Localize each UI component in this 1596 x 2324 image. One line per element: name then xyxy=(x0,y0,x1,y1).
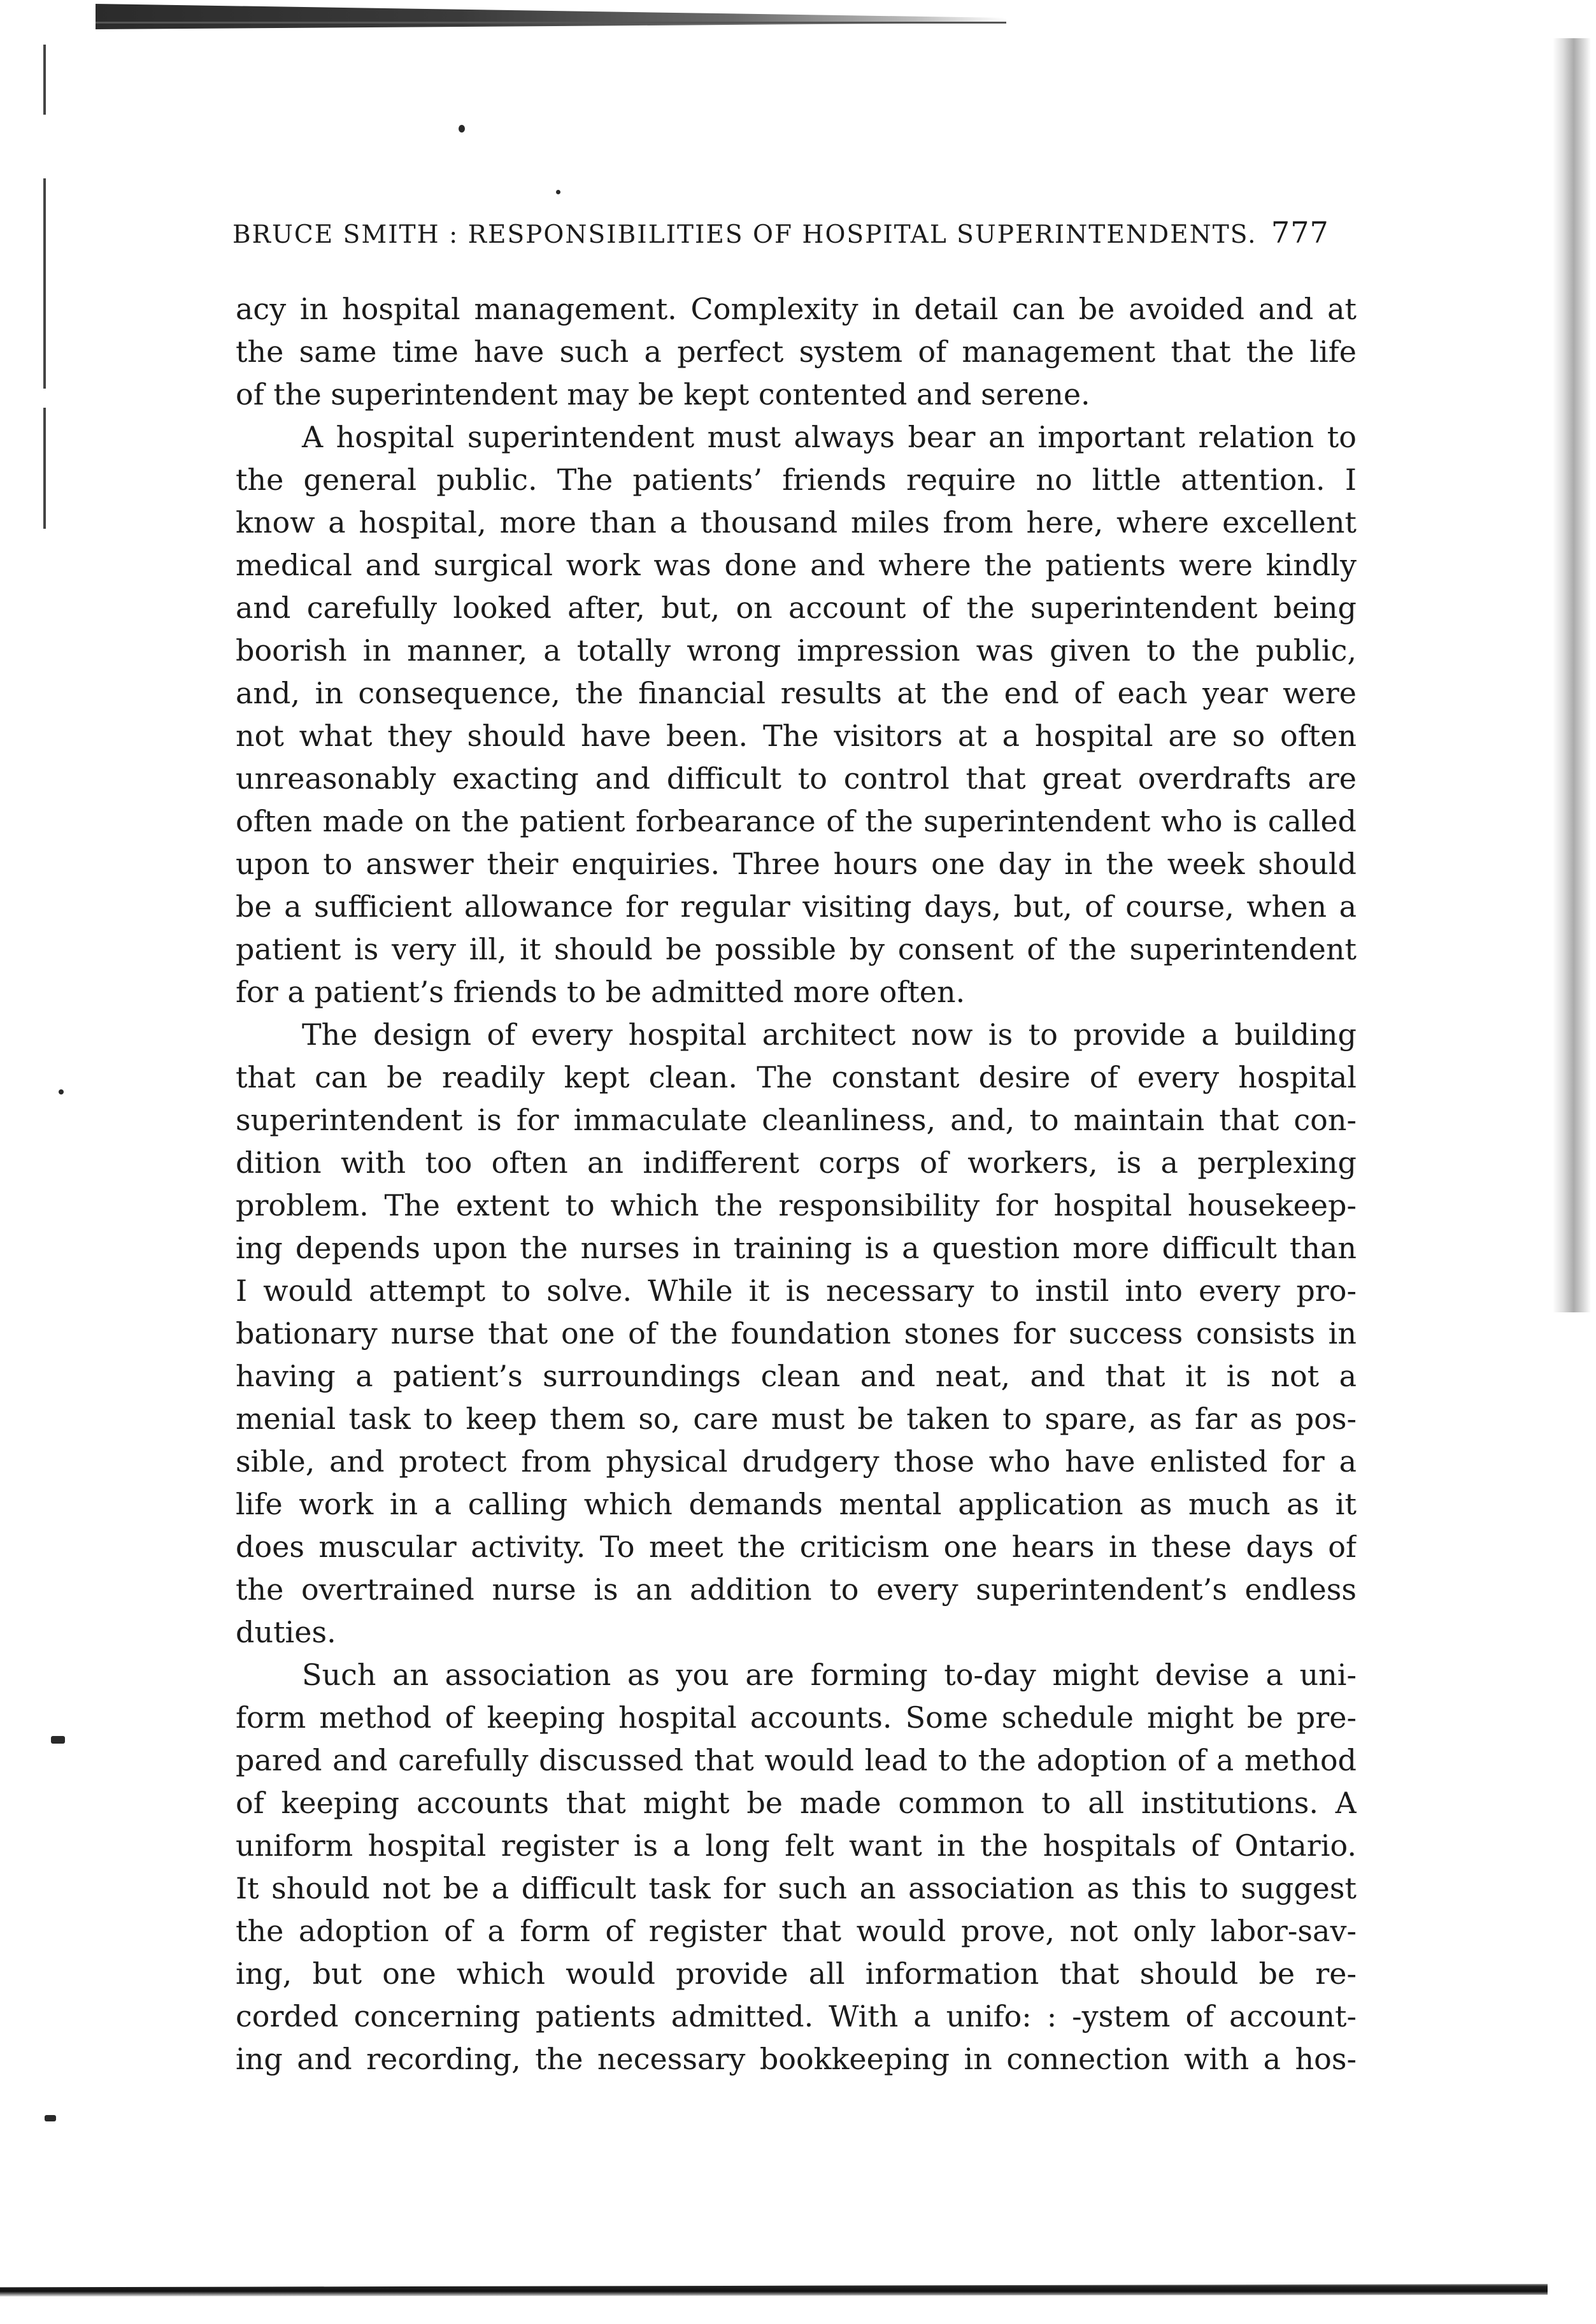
text-line: of the superintendent may be kept contented and serene. xyxy=(236,377,1090,412)
scan-speck xyxy=(45,2115,56,2121)
body-text xyxy=(236,288,1357,2081)
running-title: BRUCE SMITH : RESPONSIBILITIES OF HOSPITAL SUPERINTENDENTS. xyxy=(232,220,1257,249)
text-line: The design of every hospital architect now is to provide a building xyxy=(302,1017,1357,1052)
text-line: unreasonably exacting and difficult to control that great overdrafts are xyxy=(236,761,1357,796)
text-line: the same time have such a perfect system of management that the life xyxy=(236,334,1357,369)
running-head xyxy=(232,215,1341,250)
text-line: be a sufficient allowance for regular visiting days, but, of course, when a xyxy=(236,889,1357,924)
text-line: upon to answer their enquiries. Three hours one day in the week should xyxy=(236,847,1357,881)
text-line: the general public. The patients’ friends require no little attention. I xyxy=(236,463,1357,497)
text-line: acy in hospital management. Complexity in detail can be avoided and at xyxy=(236,292,1357,326)
scan-left-margin-mark xyxy=(43,45,46,115)
text-line: ing depends upon the nurses in training is a question more difficult than xyxy=(236,1231,1357,1265)
text-line: superintendent is for immaculate cleanliness, and, to maintain that con- xyxy=(236,1103,1357,1137)
text-line: bationary nurse that one of the foundation stones for success consists in xyxy=(236,1316,1357,1351)
text-line: for a patient’s friends to be admitted more often. xyxy=(236,975,965,1009)
text-line: know a hospital, more than a thousand miles from here, where excellent xyxy=(236,505,1357,540)
text-line: menial task to keep them so, care must be taken to spare, as far as pos- xyxy=(236,1402,1357,1436)
text-line: of keeping accounts that might be made common to all institutions. A xyxy=(236,1786,1357,1820)
text-line: boorish in manner, a totally wrong impression was given to the public, xyxy=(236,633,1357,668)
scan-speck xyxy=(556,190,560,194)
text-line: form method of keeping hospital accounts. Some schedule might be pre- xyxy=(236,1700,1357,1735)
text-line: pared and carefully discussed that would lead to the adoption of a method xyxy=(236,1743,1357,1777)
text-line: duties. xyxy=(236,1615,336,1649)
scan-bottom-edge-artifact xyxy=(0,2281,1548,2297)
text-line: the adoption of a form of register that would prove, not only labor-sav- xyxy=(236,1914,1357,1948)
text-line: having a patient’s surroundings clean and neat, and that it is not a xyxy=(236,1359,1357,1393)
text-line: dition with too often an indifferent corps of workers, is a perplexing xyxy=(236,1145,1357,1180)
text-line: It should not be a difficult task for such an association as this to suggest xyxy=(236,1871,1357,1905)
text-line: ing and recording, the necessary bookkeeping in connection with a hos- xyxy=(236,2042,1357,2076)
text-line: A hospital superintendent must always bear an important relation to xyxy=(302,420,1357,454)
text-line: sible, and protect from physical drudgery those who have enlisted for a xyxy=(236,1444,1357,1479)
text-line: Such an association as you are forming to-day might devise a uni- xyxy=(302,1658,1357,1692)
text-line: that can be readily kept clean. The constant desire of every hospital xyxy=(236,1060,1357,1094)
text-line: ing, but one which would provide all information that should be re- xyxy=(236,1956,1357,1991)
scan-left-margin-mark xyxy=(43,178,46,389)
scan-left-margin-mark xyxy=(43,408,46,529)
text-line: corded concerning patients admitted. With a unifo: : ‑ystem of account- xyxy=(236,1999,1357,2034)
scan-right-edge-shadow xyxy=(1553,38,1591,1312)
scan-top-rule-line xyxy=(96,22,1006,24)
text-line: problem. The extent to which the responsibility for hospital housekeep- xyxy=(236,1188,1357,1223)
text-line: patient is very ill, it should be possible by consent of the superintendent xyxy=(236,932,1357,966)
text-line: I would attempt to solve. While it is necessary to instil into every pro- xyxy=(236,1273,1357,1308)
text-line: uniform hospital register is a long felt want in the hospitals of Ontario. xyxy=(236,1828,1357,1863)
scan-speck xyxy=(59,1089,64,1094)
scan-speck xyxy=(51,1736,65,1744)
text-line: and carefully looked after, but, on account of the superintendent being xyxy=(236,591,1357,625)
text-line: and, in consequence, the financial results at the end of each year were xyxy=(236,676,1357,710)
text-line: often made on the patient forbearance of the superintendent who is called xyxy=(236,804,1357,838)
text-line: not what they should have been. The visitors at a hospital are so often xyxy=(236,719,1357,753)
page-number: 777 xyxy=(1271,215,1329,250)
scan-speck xyxy=(459,125,465,133)
text-line: life work in a calling which demands mental application as much as it xyxy=(236,1487,1357,1521)
text-line: the overtrained nurse is an addition to every superintendent’s endless xyxy=(236,1572,1357,1607)
scan-top-edge-artifact xyxy=(96,4,1006,29)
text-line: does muscular activity. To meet the criticism one hears in these days of xyxy=(236,1530,1357,1564)
text-line: medical and surgical work was done and where the patients were kindly xyxy=(236,548,1357,582)
